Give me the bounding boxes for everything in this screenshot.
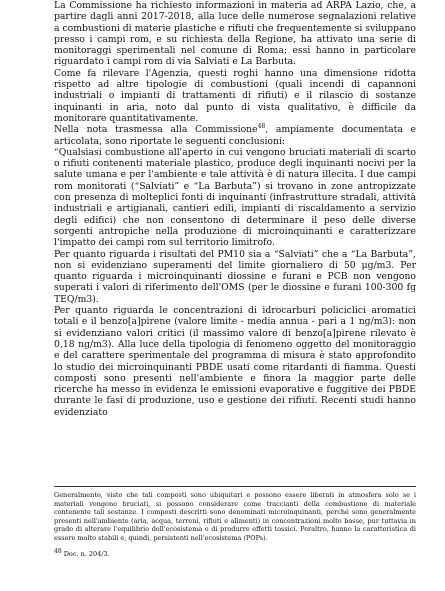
- footnotes-area: [54, 491, 416, 558]
- footnote-continuation: Generalmente, visto che tali composti sono ubiquitari e possono essere liberati in atmosfera solo se i materiali vengono bruciati, si possono considerare come traccianti della combustione di materiale contenente tali sostanze. I composti descritti sono denominati microinquinanti, perché sono generalmente presenti nell'ambiente (aria, acqua, terreni, rifiuti e alimenti) in concentrazioni molto basse, pur tuttavia in grado di alterare l'equilibrio dell'ecosistema e di produrre effetti tossici. Peraltro, hanno la caratteristica di essere molto stabili e, quindi, persistenti nell'ecosistema (POPs).: [54, 491, 416, 542]
- quote-paragraph-combustion: “Qualsiasi combustione all'aperto in cui vengono bruciati materiali di scarto o rifiuti contenenti materiale plastico, produce degli inquinanti nocivi per la salute umana e per l'ambiente e tale attività è di natura illecita. I due campi rom monitorati (“Salviati” e “La Barbuta”) si trovano in zone antropizzate con presenza di molteplici fonti di inquinanti (infrastrutture stradali, attività industriali e artigianali, cantieri edili, impianti di riscaldamento a servizio degli edifici) che non consentono di determinare il peso delle diverse sorgenti antropiche nella produzione di microinquinanti e caratterizzare l'impatto dei campi rom sul territorio limitrofo.: [54, 146, 416, 249]
- quote-paragraph-ipa-pbde: Per quanto riguarda le concentrazioni di idrocarburi policiclici aromatici totali e il benzo[a]pirene (valore limite - media annua - pari a 1 ng/m3): non si evidenziano valori critici (il massimo valore di benzo[a]pirene rilevato è 0,18 ng/m3). Alla luce della tipologia di fenomeno oggetto del monitoraggio e del carattere sperimentale del programma di misura è stato approfondito lo studio dei microinquinanti PBDE usati come ritardanti di fiamma. Questi composti sono presenti nell'ambiente e finora la maggior parte delle ricerche ha messo in evidenza le emissioni evaporative e fuggitive dei PBDE durante le fasi di produzione, uso e gestione dei rifiuti. Recenti studi hanno evidenziato: [54, 305, 416, 418]
- paragraph-arpa-request: La Commissione ha richiesto informazioni in materia ad ARPA Lazio, che, a partire dagli anni 2017-2018, alla luce delle numerose segnalazioni relative a combustioni di materie plastiche e rifiuti che frequentemente si sviluppano presso i campi rom, e su richiesta della Regione, ha attivato una serie di monitoraggi sperimentali nel comune di Roma; essi hanno in particolare riguardato i campi rom di via Salviati e La Barbuta.: [54, 0, 416, 68]
- quote-paragraph-pm10: Per quanto riguarda i risultati del PM10 sia a “Salviati” che a “La Barbuta”, non si evidenziano superamenti del limite giornaliero di 50 μg/m3. Per quanto riguarda i microinquinanti diossine e furani e PCB non vengono superati i valori di riferimento dell'OMS (per le diossine e furani 100-300 fg TEQ/m3).: [54, 248, 416, 305]
- footnote-reference[interactable]: 48: [257, 123, 266, 131]
- paragraph-note-intro: Nella nota trasmessa alla Commissione$^{48}$, ampiamente documentata e articolata, sono riportate le seguenti conclusioni:: [54, 123, 416, 147]
- paragraph-agency-remarks: Come fa rilevare l'Agenzia, questi roghi hanno una dimensione ridotta rispetto ad altre tipologie di combustioni (quali incendi di capannoni industriali o impianti di trattamenti di rifiuti) e il rilascio di sostanze inquinanti in aria, noto dal punto di vista qualitativo, è difficile da monitorare quantitativamente.: [54, 67, 416, 124]
- footnote-48: $^{48}$ Doc. n. 204/3.: [54, 547, 110, 558]
- main-text: [54, 0, 416, 418]
- footnote-number: 48: [54, 547, 62, 555]
- footnote-separator: [54, 486, 416, 487]
